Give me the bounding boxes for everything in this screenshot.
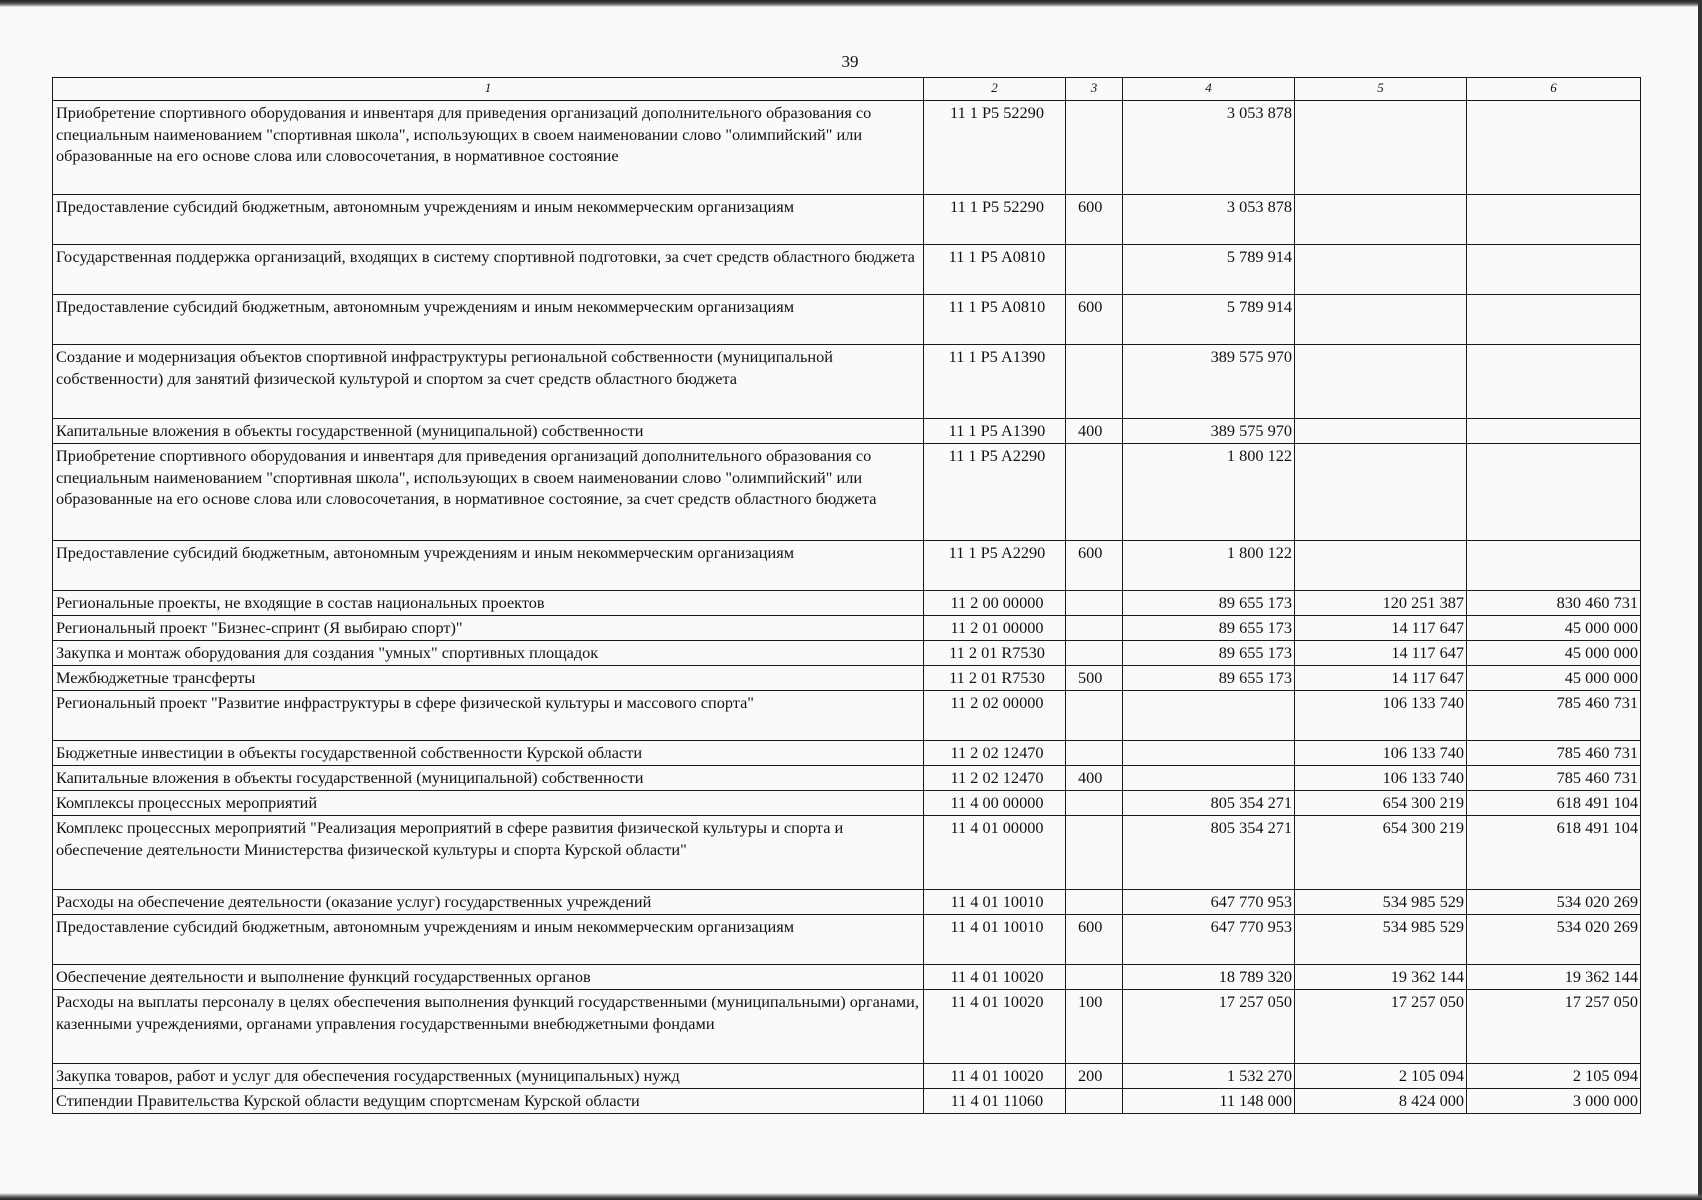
- table-row: [53, 195, 1641, 245]
- amount-year3-cell: 3 000 000: [1467, 1089, 1641, 1114]
- target-code-cell: 11 4 01 10020: [924, 965, 1066, 990]
- column-header: 6: [1467, 78, 1641, 101]
- amount-year3-cell: [1467, 444, 1641, 541]
- item-name-cell: Расходы на обеспечение деятельности (оказание услуг) государственных учреждений: [53, 890, 924, 915]
- item-name-cell: Региональные проекты, не входящие в состав национальных проектов: [53, 591, 924, 616]
- amount-year2-cell: [1295, 345, 1467, 419]
- amount-year3-cell: [1467, 541, 1641, 591]
- expense-type-cell: [1066, 1089, 1123, 1114]
- target-code-cell: 11 1 P5 A1390: [924, 419, 1066, 444]
- expense-type-cell: 600: [1066, 295, 1123, 345]
- table-row: [53, 915, 1641, 965]
- amount-year1-cell: 1 532 270: [1123, 1064, 1295, 1089]
- scan-edge-right: [1698, 0, 1702, 1200]
- column-header: 1: [53, 78, 924, 101]
- amount-year3-cell: 45 000 000: [1467, 641, 1641, 666]
- table-row: [53, 1064, 1641, 1089]
- amount-year1-cell: 647 770 953: [1123, 915, 1295, 965]
- amount-year1-cell: 89 655 173: [1123, 591, 1295, 616]
- amount-year2-cell: [1295, 245, 1467, 295]
- expense-type-cell: [1066, 965, 1123, 990]
- expense-type-cell: [1066, 641, 1123, 666]
- item-name-cell: Предоставление субсидий бюджетным, автономным учреждениям и иным некоммерческим организациям: [53, 295, 924, 345]
- amount-year1-cell: [1123, 766, 1295, 791]
- target-code-cell: 11 2 01 R7530: [924, 641, 1066, 666]
- amount-year2-cell: 534 985 529: [1295, 890, 1467, 915]
- amount-year3-cell: 17 257 050: [1467, 990, 1641, 1064]
- item-name-cell: Приобретение спортивного оборудования и инвентаря для приведения организаций дополнительного образования со специальным наименованием "спортивная школа", использующих в своем наименовании слово "олимпийский" или образованные на его основе слова или словосочетания, в нормативное состояние: [53, 101, 924, 195]
- table-row: [53, 766, 1641, 791]
- table-row: [53, 541, 1641, 591]
- amount-year2-cell: 17 257 050: [1295, 990, 1467, 1064]
- expense-type-cell: [1066, 741, 1123, 766]
- target-code-cell: 11 4 01 10020: [924, 1064, 1066, 1089]
- target-code-cell: 11 1 P5 52290: [924, 195, 1066, 245]
- amount-year1-cell: 3 053 878: [1123, 195, 1295, 245]
- expense-type-cell: [1066, 816, 1123, 890]
- amount-year3-cell: 45 000 000: [1467, 666, 1641, 691]
- amount-year3-cell: [1467, 245, 1641, 295]
- table-row: [53, 444, 1641, 541]
- item-name-cell: Государственная поддержка организаций, входящих в систему спортивной подготовки, за счет средств областного бюджета: [53, 245, 924, 295]
- item-name-cell: Предоставление субсидий бюджетным, автономным учреждениям и иным некоммерческим организациям: [53, 915, 924, 965]
- expense-type-cell: [1066, 616, 1123, 641]
- item-name-cell: Бюджетные инвестиции в объекты государственной собственности Курской области: [53, 741, 924, 766]
- table-row: [53, 816, 1641, 890]
- item-name-cell: Комплекс процессных мероприятий "Реализация мероприятий в сфере развития физической культуры и спорта и обеспечение деятельности Министерства физической культуры и спорта Курской области": [53, 816, 924, 890]
- scan-edge-bottom: [0, 1193, 1702, 1200]
- amount-year1-cell: 805 354 271: [1123, 791, 1295, 816]
- table-row: [53, 419, 1641, 444]
- amount-year2-cell: [1295, 101, 1467, 195]
- amount-year3-cell: 534 020 269: [1467, 915, 1641, 965]
- target-code-cell: 11 1 P5 A0810: [924, 295, 1066, 345]
- expense-type-cell: 600: [1066, 541, 1123, 591]
- table-row: [53, 245, 1641, 295]
- table-row: [53, 965, 1641, 990]
- item-name-cell: Межбюджетные трансферты: [53, 666, 924, 691]
- target-code-cell: 11 2 02 12470: [924, 766, 1066, 791]
- target-code-cell: 11 1 P5 A2290: [924, 541, 1066, 591]
- amount-year3-cell: 785 460 731: [1467, 766, 1641, 791]
- target-code-cell: 11 4 01 00000: [924, 816, 1066, 890]
- expense-type-cell: 100: [1066, 990, 1123, 1064]
- table-row: [53, 1089, 1641, 1114]
- amount-year3-cell: 45 000 000: [1467, 616, 1641, 641]
- expense-type-cell: [1066, 890, 1123, 915]
- item-name-cell: Региональный проект "Бизнес-спринт (Я выбираю спорт)": [53, 616, 924, 641]
- amount-year1-cell: 5 789 914: [1123, 245, 1295, 295]
- amount-year1-cell: 389 575 970: [1123, 419, 1295, 444]
- expense-type-cell: 600: [1066, 915, 1123, 965]
- amount-year1-cell: 89 655 173: [1123, 641, 1295, 666]
- column-header: 3: [1066, 78, 1123, 101]
- item-name-cell: Обеспечение деятельности и выполнение функций государственных органов: [53, 965, 924, 990]
- amount-year2-cell: 534 985 529: [1295, 915, 1467, 965]
- amount-year2-cell: 106 133 740: [1295, 766, 1467, 791]
- amount-year3-cell: 19 362 144: [1467, 965, 1641, 990]
- column-header: 2: [924, 78, 1066, 101]
- amount-year1-cell: 89 655 173: [1123, 616, 1295, 641]
- amount-year1-cell: 1 800 122: [1123, 444, 1295, 541]
- column-header: 4: [1123, 78, 1295, 101]
- amount-year1-cell: 17 257 050: [1123, 990, 1295, 1064]
- amount-year3-cell: [1467, 195, 1641, 245]
- amount-year3-cell: [1467, 295, 1641, 345]
- item-name-cell: Капитальные вложения в объекты государственной (муниципальной) собственности: [53, 766, 924, 791]
- expense-type-cell: [1066, 691, 1123, 741]
- amount-year1-cell: 805 354 271: [1123, 816, 1295, 890]
- amount-year2-cell: [1295, 195, 1467, 245]
- item-name-cell: Закупка товаров, работ и услуг для обеспечения государственных (муниципальных) нужд: [53, 1064, 924, 1089]
- item-name-cell: Региональный проект "Развитие инфраструктуры в сфере физической культуры и массового спорта": [53, 691, 924, 741]
- target-code-cell: 11 4 01 10010: [924, 890, 1066, 915]
- table-row: [53, 691, 1641, 741]
- target-code-cell: 11 2 01 00000: [924, 616, 1066, 641]
- item-name-cell: Комплексы процессных мероприятий: [53, 791, 924, 816]
- item-name-cell: Приобретение спортивного оборудования и инвентаря для приведения организаций дополнительного образования со специальным наименованием "спортивная школа", использующих в своем наименовании слово "олимпийский" или образованные на его основе слова или словосочетания, в нормативное состояние, за счет средств областного бюджета: [53, 444, 924, 541]
- amount-year3-cell: 830 460 731: [1467, 591, 1641, 616]
- expense-type-cell: [1066, 791, 1123, 816]
- target-code-cell: 11 4 01 10010: [924, 915, 1066, 965]
- amount-year2-cell: [1295, 444, 1467, 541]
- item-name-cell: Расходы на выплаты персоналу в целях обеспечения выполнения функций государственными (муниципальными) органами, казенными учреждениями, органами управления государственными внебюджетными фондами: [53, 990, 924, 1064]
- table-row: [53, 101, 1641, 195]
- target-code-cell: 11 2 02 00000: [924, 691, 1066, 741]
- item-name-cell: Предоставление субсидий бюджетным, автономным учреждениям и иным некоммерческим организациям: [53, 195, 924, 245]
- expense-type-cell: 600: [1066, 195, 1123, 245]
- amount-year2-cell: 14 117 647: [1295, 666, 1467, 691]
- table-row: [53, 345, 1641, 419]
- target-code-cell: 11 2 02 12470: [924, 741, 1066, 766]
- amount-year1-cell: 3 053 878: [1123, 101, 1295, 195]
- scan-edge-top: [0, 0, 1702, 7]
- target-code-cell: 11 1 P5 A1390: [924, 345, 1066, 419]
- amount-year3-cell: 534 020 269: [1467, 890, 1641, 915]
- amount-year1-cell: 5 789 914: [1123, 295, 1295, 345]
- amount-year1-cell: 1 800 122: [1123, 541, 1295, 591]
- expense-type-cell: 400: [1066, 766, 1123, 791]
- item-name-cell: Создание и модернизация объектов спортивной инфраструктуры региональной собственности (муниципальной собственности) для занятий физической культурой и спортом за счет средств областного бюджета: [53, 345, 924, 419]
- expense-type-cell: 400: [1066, 419, 1123, 444]
- expense-type-cell: [1066, 444, 1123, 541]
- amount-year2-cell: [1295, 295, 1467, 345]
- item-name-cell: Капитальные вложения в объекты государственной (муниципальной) собственности: [53, 419, 924, 444]
- amount-year3-cell: 785 460 731: [1467, 691, 1641, 741]
- amount-year3-cell: [1467, 345, 1641, 419]
- item-name-cell: Закупка и монтаж оборудования для создания "умных" спортивных площадок: [53, 641, 924, 666]
- target-code-cell: 11 2 00 00000: [924, 591, 1066, 616]
- amount-year2-cell: 2 105 094: [1295, 1064, 1467, 1089]
- amount-year2-cell: 8 424 000: [1295, 1089, 1467, 1114]
- amount-year2-cell: 106 133 740: [1295, 741, 1467, 766]
- target-code-cell: 11 4 00 00000: [924, 791, 1066, 816]
- amount-year1-cell: 647 770 953: [1123, 890, 1295, 915]
- amount-year3-cell: [1467, 101, 1641, 195]
- expense-type-cell: 500: [1066, 666, 1123, 691]
- table-row: [53, 616, 1641, 641]
- amount-year1-cell: [1123, 691, 1295, 741]
- table-row: [53, 666, 1641, 691]
- column-header: 5: [1295, 78, 1467, 101]
- amount-year2-cell: 14 117 647: [1295, 641, 1467, 666]
- target-code-cell: 11 1 P5 52290: [924, 101, 1066, 195]
- amount-year1-cell: 11 148 000: [1123, 1089, 1295, 1114]
- table-row: [53, 791, 1641, 816]
- page-number: 39: [841, 52, 859, 71]
- amount-year3-cell: 2 105 094: [1467, 1064, 1641, 1089]
- amount-year2-cell: [1295, 541, 1467, 591]
- budget-table: [52, 77, 1641, 1114]
- amount-year1-cell: 89 655 173: [1123, 666, 1295, 691]
- item-name-cell: Предоставление субсидий бюджетным, автономным учреждениям и иным некоммерческим организациям: [53, 541, 924, 591]
- target-code-cell: 11 4 01 11060: [924, 1089, 1066, 1114]
- amount-year2-cell: [1295, 419, 1467, 444]
- expense-type-cell: [1066, 591, 1123, 616]
- amount-year3-cell: [1467, 419, 1641, 444]
- target-code-cell: 11 4 01 10020: [924, 990, 1066, 1064]
- table-row: [53, 990, 1641, 1064]
- table-row: [53, 295, 1641, 345]
- amount-year3-cell: 618 491 104: [1467, 816, 1641, 890]
- amount-year2-cell: 654 300 219: [1295, 816, 1467, 890]
- amount-year3-cell: 618 491 104: [1467, 791, 1641, 816]
- item-name-cell: Стипендии Правительства Курской области ведущим спортсменам Курской области: [53, 1089, 924, 1114]
- amount-year2-cell: 106 133 740: [1295, 691, 1467, 741]
- expense-type-cell: [1066, 345, 1123, 419]
- amount-year2-cell: 19 362 144: [1295, 965, 1467, 990]
- target-code-cell: 11 1 P5 A0810: [924, 245, 1066, 295]
- amount-year2-cell: 120 251 387: [1295, 591, 1467, 616]
- expense-type-cell: [1066, 245, 1123, 295]
- table-row: [53, 641, 1641, 666]
- target-code-cell: 11 2 01 R7530: [924, 666, 1066, 691]
- amount-year1-cell: [1123, 741, 1295, 766]
- expense-type-cell: [1066, 101, 1123, 195]
- amount-year3-cell: 785 460 731: [1467, 741, 1641, 766]
- amount-year2-cell: 654 300 219: [1295, 791, 1467, 816]
- expense-type-cell: 200: [1066, 1064, 1123, 1089]
- table-row: [53, 591, 1641, 616]
- column-number-row: [53, 78, 1641, 101]
- amount-year2-cell: 14 117 647: [1295, 616, 1467, 641]
- amount-year1-cell: 18 789 320: [1123, 965, 1295, 990]
- table-row: [53, 890, 1641, 915]
- target-code-cell: 11 1 P5 A2290: [924, 444, 1066, 541]
- table-row: [53, 741, 1641, 766]
- amount-year1-cell: 389 575 970: [1123, 345, 1295, 419]
